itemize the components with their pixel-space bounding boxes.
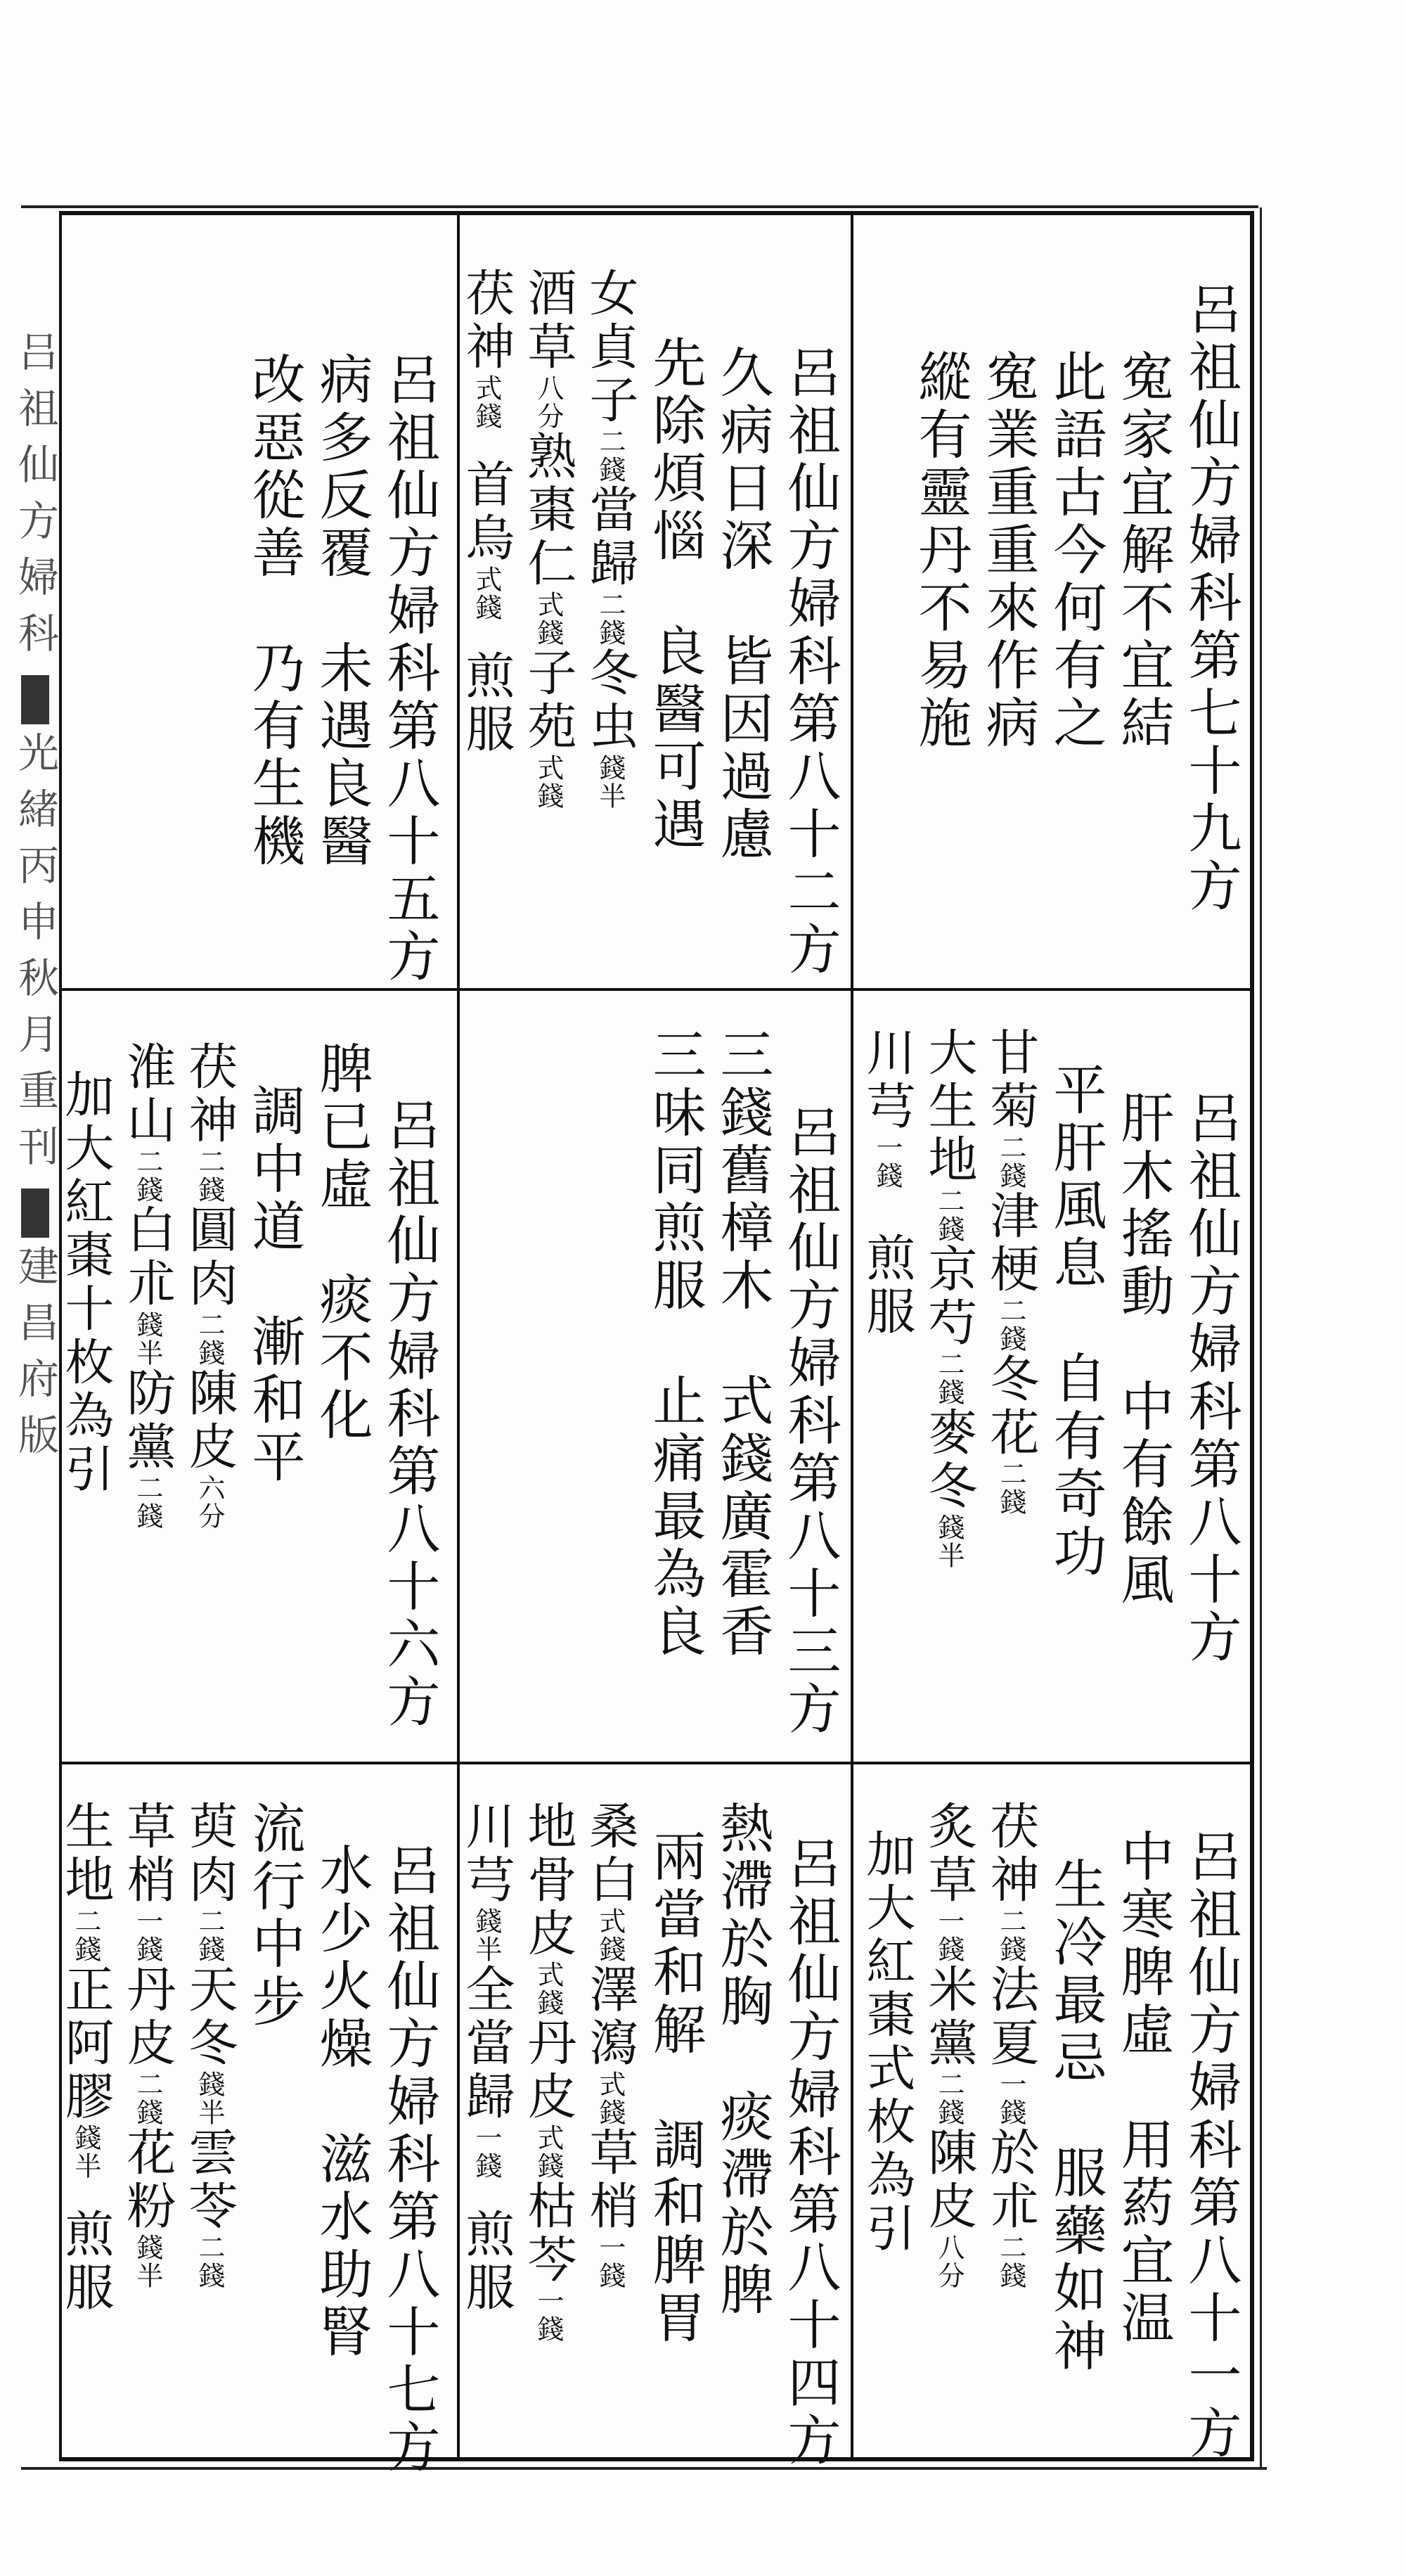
herb-line: 淮山二錢白朮錢半防黨二錢 <box>119 1041 176 1530</box>
verse-line: 調中道 漸和平 <box>243 1083 306 1487</box>
herb-line: 大生地二錢京芍二錢麥冬錢半 <box>920 1027 978 1570</box>
prescription-84 <box>458 1800 844 2470</box>
herb-line: 酒草八分熟棗仁式錢子苑式錢 <box>520 267 577 810</box>
herb-line: 加大紅棗十枚為引 <box>57 1069 115 1497</box>
verse-line: 寃家宜解不宜結 <box>1112 349 1175 752</box>
prescription-85 <box>84 352 443 986</box>
verse-line: 生冷最忌 服藥如神 <box>1045 1857 1107 2376</box>
herb-line: 茯神二錢法夏一錢於朮二錢 <box>982 1800 1040 2290</box>
row-divider <box>60 988 1253 991</box>
verse-line: 縱有靈丹不易施 <box>910 349 972 752</box>
spine-marker <box>21 675 49 724</box>
verse-line: 久病日深 皆因過慮 <box>711 345 774 864</box>
prescription-title: 呂祖仙方婦科第八十六方 <box>378 1097 441 1731</box>
herb-line: 地骨皮式錢丹皮式錢枯芩一錢 <box>520 1800 577 2343</box>
verse-line: 熱滯於胸 痰滯於脾 <box>711 1800 774 2319</box>
herb-line: 茯神式錢首烏式錢煎服 <box>458 267 515 757</box>
herb-line: 女貞子二錢當歸二錢冬虫錢半 <box>581 267 639 810</box>
verse-line: 中寒脾虛 用葯宜温 <box>1112 1828 1175 2347</box>
verse-line: 病多反覆 未遇良醫 <box>311 352 373 871</box>
herb-line: 草梢一錢丹皮二錢花粉錢半 <box>119 1800 176 2290</box>
prescription-title: 呂祖仙方婦科第八十二方 <box>779 345 841 979</box>
verse-line: 此語古今何有之 <box>1045 349 1107 752</box>
verse-line: 脾已虛 痰不化 <box>311 1041 373 1444</box>
spine-title: 吕祖仙方婦科 <box>11 331 59 668</box>
prescription-87 <box>57 1800 443 2477</box>
herb-line: 茯神二錢圓肉二錢陳皮六分 <box>181 1041 238 1530</box>
herb-line: 加大紅棗式枚為引 <box>858 1828 916 2256</box>
herb-line: 生地二錢正阿膠錢半煎服 <box>57 1800 115 2315</box>
prescription-title: 呂祖仙方婦科第八十七方 <box>378 1843 441 2477</box>
frame-outer-line <box>1260 207 1269 2468</box>
verse-line: 平肝風息 自有奇功 <box>1045 1062 1107 1581</box>
verse-line: 三味同煎服 止痛最為良 <box>644 1027 707 1661</box>
row-divider <box>60 1762 1253 1764</box>
prescription-81 <box>858 1800 1244 2463</box>
spine-press: 建昌府版 <box>11 1245 59 1470</box>
spine-subtitle: 光緒丙申秋月重刊 <box>11 731 59 1181</box>
verse-line: 改惡從善 乃有生機 <box>243 352 306 871</box>
prescription-80 <box>858 1027 1244 1758</box>
prescription-title: 呂祖仙方婦科第八十五方 <box>378 352 441 986</box>
prescription-82 <box>458 267 844 979</box>
column-divider <box>851 211 853 2461</box>
spine-marker <box>21 1188 49 1238</box>
verse-line: 寃業重重來作病 <box>977 349 1040 752</box>
herb-line: 川芎錢半全當歸一錢煎服 <box>458 1800 515 2315</box>
prescription-title: 呂祖仙方婦科第七十九方 <box>1180 281 1242 916</box>
herb-line: 桑白式錢澤瀉式錢草梢一錢 <box>581 1800 639 2290</box>
prescription-83 <box>471 1027 844 1758</box>
herb-line: 川芎一錢煎服 <box>858 1027 916 1339</box>
verse-line: 水少火燥 滋水助腎 <box>311 1843 373 2362</box>
frame-outer-line <box>21 2467 1267 2474</box>
verse-line: 肝木搖動 中有餘風 <box>1112 1090 1175 1609</box>
prescription-title: 呂祖仙方婦科第八十三方 <box>779 1104 841 1738</box>
spine-label <box>11 331 59 2546</box>
prescription-title: 呂祖仙方婦科第八十四方 <box>779 1835 841 2470</box>
verse-line: 三錢舊樟木 式錢廣霍香 <box>711 1027 774 1661</box>
prescription-86 <box>57 1041 443 1758</box>
herb-line: 萸肉二錢天冬錢半雲苓二錢 <box>181 1800 238 2290</box>
prescription-title: 呂祖仙方婦科第八十方 <box>1180 1090 1242 1667</box>
prescription-79 <box>865 281 1244 978</box>
verse-line: 流行中步 <box>243 1800 306 2031</box>
prescription-title: 呂祖仙方婦科第八十一方 <box>1180 1828 1242 2463</box>
herb-line: 甘菊二錢津梗二錢冬花二錢 <box>982 1027 1040 1516</box>
herb-line: 炙草一錢米黨二錢陳皮八分 <box>920 1800 978 2290</box>
verse-line: 兩當和解 調和脾胃 <box>644 1828 707 2347</box>
verse-line: 先除煩惱 良醫可遇 <box>644 335 707 854</box>
